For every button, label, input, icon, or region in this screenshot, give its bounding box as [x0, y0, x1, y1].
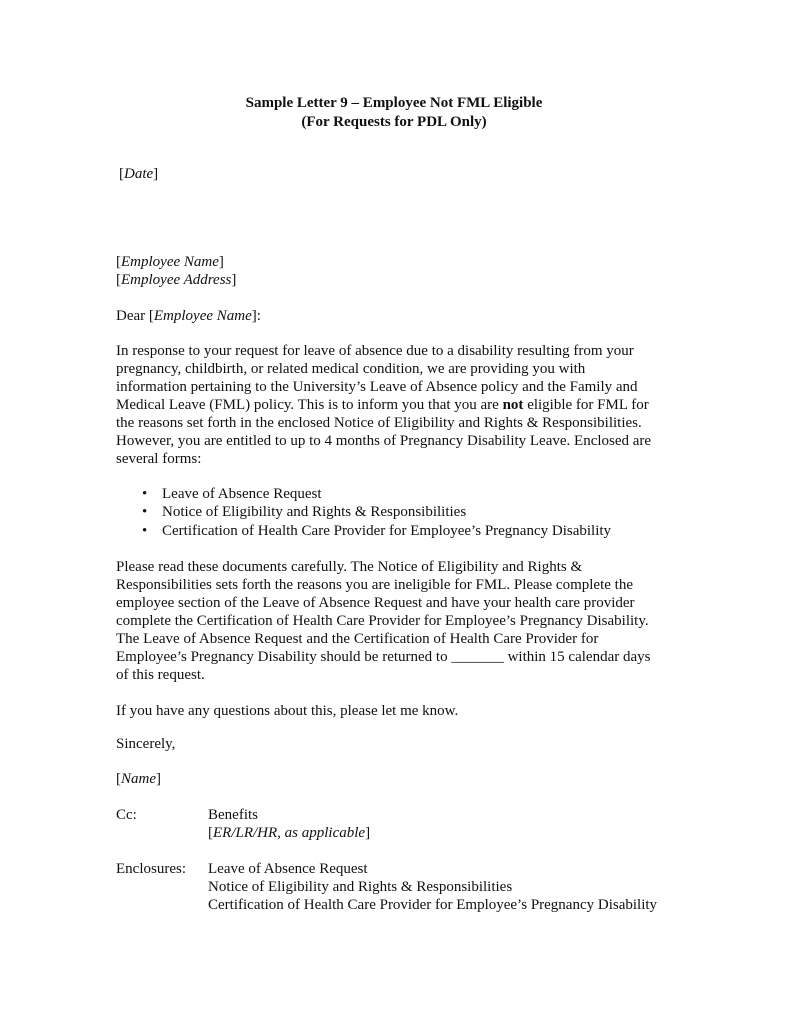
enclosures-label: Enclosures:	[116, 861, 186, 877]
recipient-address-text: Employee Address	[121, 272, 232, 288]
salutation-prefix: Dear [	[116, 308, 154, 324]
paragraph-line: the reasons set forth in the enclosed Notice of Eligibility and Rights & Responsibilities.	[116, 415, 642, 431]
cc-item: Benefits	[208, 807, 258, 823]
paragraph-line	[116, 396, 649, 414]
list-item: Notice of Eligibility and Rights & Responsibilities	[162, 504, 467, 520]
recipient-name-text: Employee Name	[121, 254, 219, 270]
bold-not: not	[502, 397, 524, 413]
date-placeholder: [Date]	[119, 166, 159, 182]
paragraph-line: several forms:	[116, 451, 202, 467]
enclosure-item: Leave of Absence Request	[208, 861, 368, 877]
signer: [Name]	[116, 771, 161, 787]
paragraph-line: Responsibilities sets forth the reasons you are ineligible for FML. Please complete the	[116, 577, 633, 593]
list-item: Certification of Health Care Provider for Employee’s Pregnancy Disability	[162, 523, 612, 539]
bullet-icon: •	[142, 486, 148, 502]
paragraph-line: of this request.	[116, 667, 205, 683]
enclosure-item: Certification of Health Care Provider for Employee’s Pregnancy Disability	[208, 897, 658, 913]
bullet-icon: •	[142, 523, 148, 539]
paragraph-line: complete the Certification of Health Care Provider for Employee’s Pregnancy Disability.	[116, 613, 649, 629]
paragraph-line: The Leave of Absence Request and the Certification of Health Care Provider for	[116, 631, 599, 647]
recipient-name: [Employee Name]	[116, 254, 224, 270]
cc-item: [ER/LR/HR, as applicable]	[208, 825, 371, 841]
bullet-icon: •	[142, 504, 148, 520]
salutation	[116, 307, 261, 325]
signer-name: Name	[121, 771, 156, 787]
closing: Sincerely,	[116, 736, 176, 752]
paragraph-line: Employee’s Pregnancy Disability should be returned to _______ within 15 calendar days	[116, 649, 651, 665]
salutation-name: Employee Name	[153, 308, 252, 324]
enclosure-item: Notice of Eligibility and Rights & Responsibilities	[208, 879, 513, 895]
title-line-2: (For Requests for PDL Only)	[301, 114, 487, 130]
paragraph-line: information pertaining to the University’s Leave of Absence policy and the Family and	[116, 379, 638, 395]
paragraph-line: Please read these documents carefully. The Notice of Eligibility and Rights &	[116, 559, 583, 575]
recipient-address: [Employee Address]	[116, 272, 237, 288]
paragraph-line: However, you are entitled to up to 4 months of Pregnancy Disability Leave. Enclosed are	[116, 433, 652, 449]
salutation-suffix: ]:	[251, 308, 261, 324]
paragraph-line: pregnancy, childbirth, or related medical condition, we are providing you with	[116, 361, 586, 377]
paragraph-line: employee section of the Leave of Absence Request and have your health care provider	[116, 595, 635, 611]
text: Medical Leave (FML) policy. This is to inform you that you are	[116, 397, 503, 413]
paragraph-3: If you have any questions about this, please let me know.	[116, 703, 459, 719]
paragraph-line: In response to your request for leave of absence due to a disability resulting from your	[116, 343, 634, 359]
cc-item-text: ER/LR/HR, as applicable	[213, 825, 366, 841]
cc-label: Cc:	[116, 807, 137, 823]
title-line-1: Sample Letter 9 – Employee Not FML Eligible	[245, 95, 543, 111]
text: eligible for FML for	[523, 397, 649, 413]
list-item: Leave of Absence Request	[162, 486, 322, 502]
date-text: Date	[124, 166, 154, 182]
